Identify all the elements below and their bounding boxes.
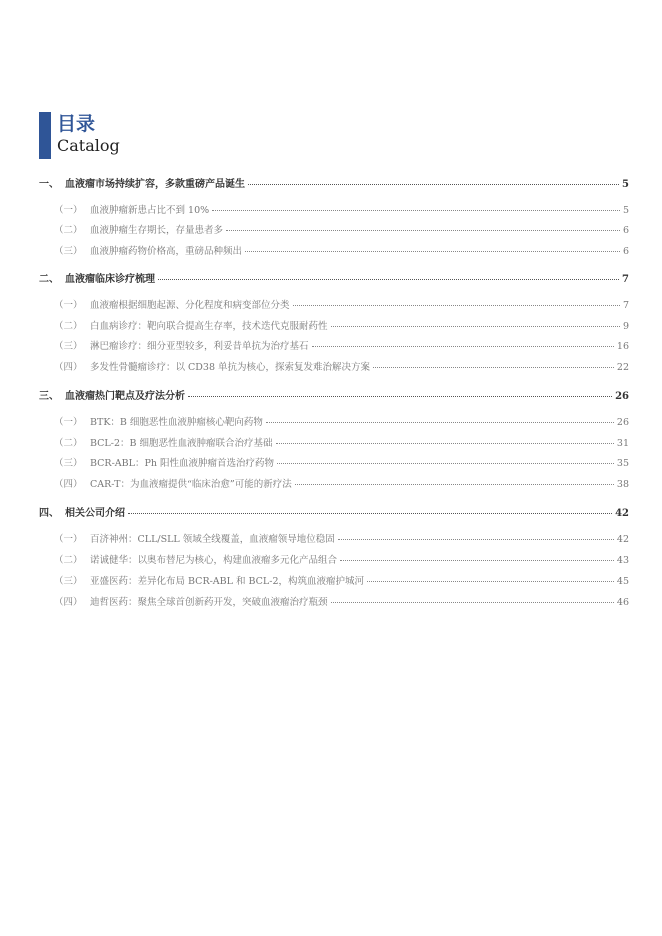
leader-dots [338, 538, 614, 540]
toc-item-1-1[interactable] [39, 202, 629, 216]
item-page: 5 [622, 205, 629, 216]
item-title: BCR-ABL：Ph 阳性血液肿瘤首选治疗药物 [90, 458, 274, 469]
item-title: 迪哲医药：聚焦全球首创新药开发，突破血液瘤治疗瓶颈 [90, 597, 328, 608]
item-title: 血液瘤根据细胞起源、分化程度和病变部位分类 [90, 300, 290, 311]
section-number: 二、 [39, 274, 59, 285]
leader-dots [277, 462, 614, 464]
toc-item-3-3[interactable] [39, 455, 629, 469]
toc-section-2[interactable] [39, 270, 629, 284]
leader-dots [212, 209, 620, 211]
item-number: （二） [54, 438, 83, 449]
item-page: 43 [616, 555, 629, 566]
toc-item-3-1[interactable] [39, 414, 629, 428]
item-page: 26 [616, 417, 629, 428]
item-title: 多发性骨髓瘤诊疗：以 CD38 单抗为核心，探索复发难治解决方案 [90, 362, 371, 373]
toc-section-4[interactable] [39, 504, 629, 518]
item-page: 45 [616, 576, 629, 587]
item-title: 百济神州：CLL/SLL 领域全线覆盖，血液瘤领导地位稳固 [90, 534, 335, 545]
leader-dots [331, 325, 620, 327]
leader-dots [293, 304, 620, 306]
item-page: 7 [622, 300, 629, 311]
section-page: 5 [622, 179, 629, 190]
item-title: CAR-T：为血液瘤提供“临床治愈”可能的新疗法 [90, 479, 292, 490]
leader-dots [245, 250, 620, 252]
item-title: 血液肿瘤生存期长，存量患者多 [90, 225, 224, 236]
item-number: （四） [54, 479, 83, 490]
item-title: 白血病诊疗：靶向联合提高生存率，技术迭代克服耐药性 [90, 321, 328, 332]
item-number: （三） [54, 576, 83, 587]
leader-dots [188, 395, 612, 397]
item-number: （三） [54, 341, 83, 352]
leader-dots [248, 183, 619, 185]
toc-item-3-4[interactable] [39, 476, 629, 490]
item-page: 38 [616, 479, 629, 490]
item-page: 6 [622, 225, 629, 236]
toc-item-4-2[interactable] [39, 552, 629, 566]
item-number: （二） [54, 321, 83, 332]
leader-dots [276, 442, 614, 444]
toc-item-2-4[interactable] [39, 359, 629, 373]
item-number: （一） [54, 300, 83, 311]
item-number: （一） [54, 534, 83, 545]
section-page: 26 [615, 391, 629, 402]
leader-dots [158, 278, 619, 280]
item-page: 22 [616, 362, 629, 373]
item-number: （二） [54, 225, 83, 236]
toc-item-2-1[interactable] [39, 297, 629, 311]
item-title: 淋巴瘤诊疗：细分亚型较多，利妥昔单抗为治疗基石 [90, 341, 309, 352]
toc-item-2-2[interactable] [39, 318, 629, 332]
section-title: 相关公司介绍 [65, 508, 125, 519]
item-page: 35 [616, 458, 629, 469]
section-title: 血液瘤临床诊疗梳理 [65, 274, 155, 285]
toc-item-4-3[interactable] [39, 573, 629, 587]
item-title: 血液肿瘤新患占比不到 10% [90, 205, 210, 216]
item-page: 6 [622, 246, 629, 257]
item-title: 血液肿瘤药物价格高，重磅品种频出 [90, 246, 243, 257]
item-page: 31 [616, 438, 629, 449]
toc-section-3[interactable] [39, 387, 629, 401]
item-number: （二） [54, 555, 83, 566]
toc-item-1-2[interactable] [39, 222, 629, 236]
toc-item-4-1[interactable] [39, 531, 629, 545]
leader-dots [312, 345, 614, 347]
item-number: （三） [54, 246, 83, 257]
toc-title: 目录 [57, 113, 96, 135]
item-title: BTK：B 细胞恶性血液肿瘤核心靶向药物 [90, 417, 263, 428]
leader-dots [373, 366, 614, 368]
leader-dots [128, 512, 612, 514]
section-title: 血液瘤市场持续扩容，多款重磅产品诞生 [65, 179, 245, 190]
item-title: 诺诚健华：以奥布替尼为核心，构建血液瘤多元化产品组合 [90, 555, 338, 566]
item-number: （一） [54, 205, 83, 216]
item-page: 46 [616, 597, 629, 608]
leader-dots [295, 483, 614, 485]
item-title: 亚盛医药：差异化布局 BCR-ABL 和 BCL-2，构筑血液瘤护城河 [90, 576, 364, 587]
leader-dots [367, 580, 614, 582]
toc-section-1[interactable] [39, 175, 629, 189]
toc-item-3-2[interactable] [39, 435, 629, 449]
leader-dots [226, 229, 620, 231]
toc-subtitle: Catalog [57, 136, 120, 155]
section-title: 血液瘤热门靶点及疗法分析 [65, 391, 185, 402]
heading-accent-bar [39, 112, 51, 159]
item-title: BCL-2：B 细胞恶性血液肿瘤联合治疗基础 [90, 438, 273, 449]
section-number: 一、 [39, 179, 59, 190]
item-page: 16 [616, 341, 629, 352]
leader-dots [340, 559, 614, 561]
section-number: 三、 [39, 391, 59, 402]
toc-item-2-3[interactable] [39, 338, 629, 352]
item-number: （四） [54, 597, 83, 608]
item-number: （四） [54, 362, 83, 373]
leader-dots [266, 421, 614, 423]
toc-item-1-3[interactable] [39, 243, 629, 257]
item-page: 9 [622, 321, 629, 332]
item-number: （三） [54, 458, 83, 469]
item-number: （一） [54, 417, 83, 428]
leader-dots [331, 601, 614, 603]
section-number: 四、 [39, 508, 59, 519]
section-page: 7 [622, 274, 629, 285]
toc-item-4-4[interactable] [39, 594, 629, 608]
item-page: 42 [616, 534, 629, 545]
section-page: 42 [615, 508, 629, 519]
